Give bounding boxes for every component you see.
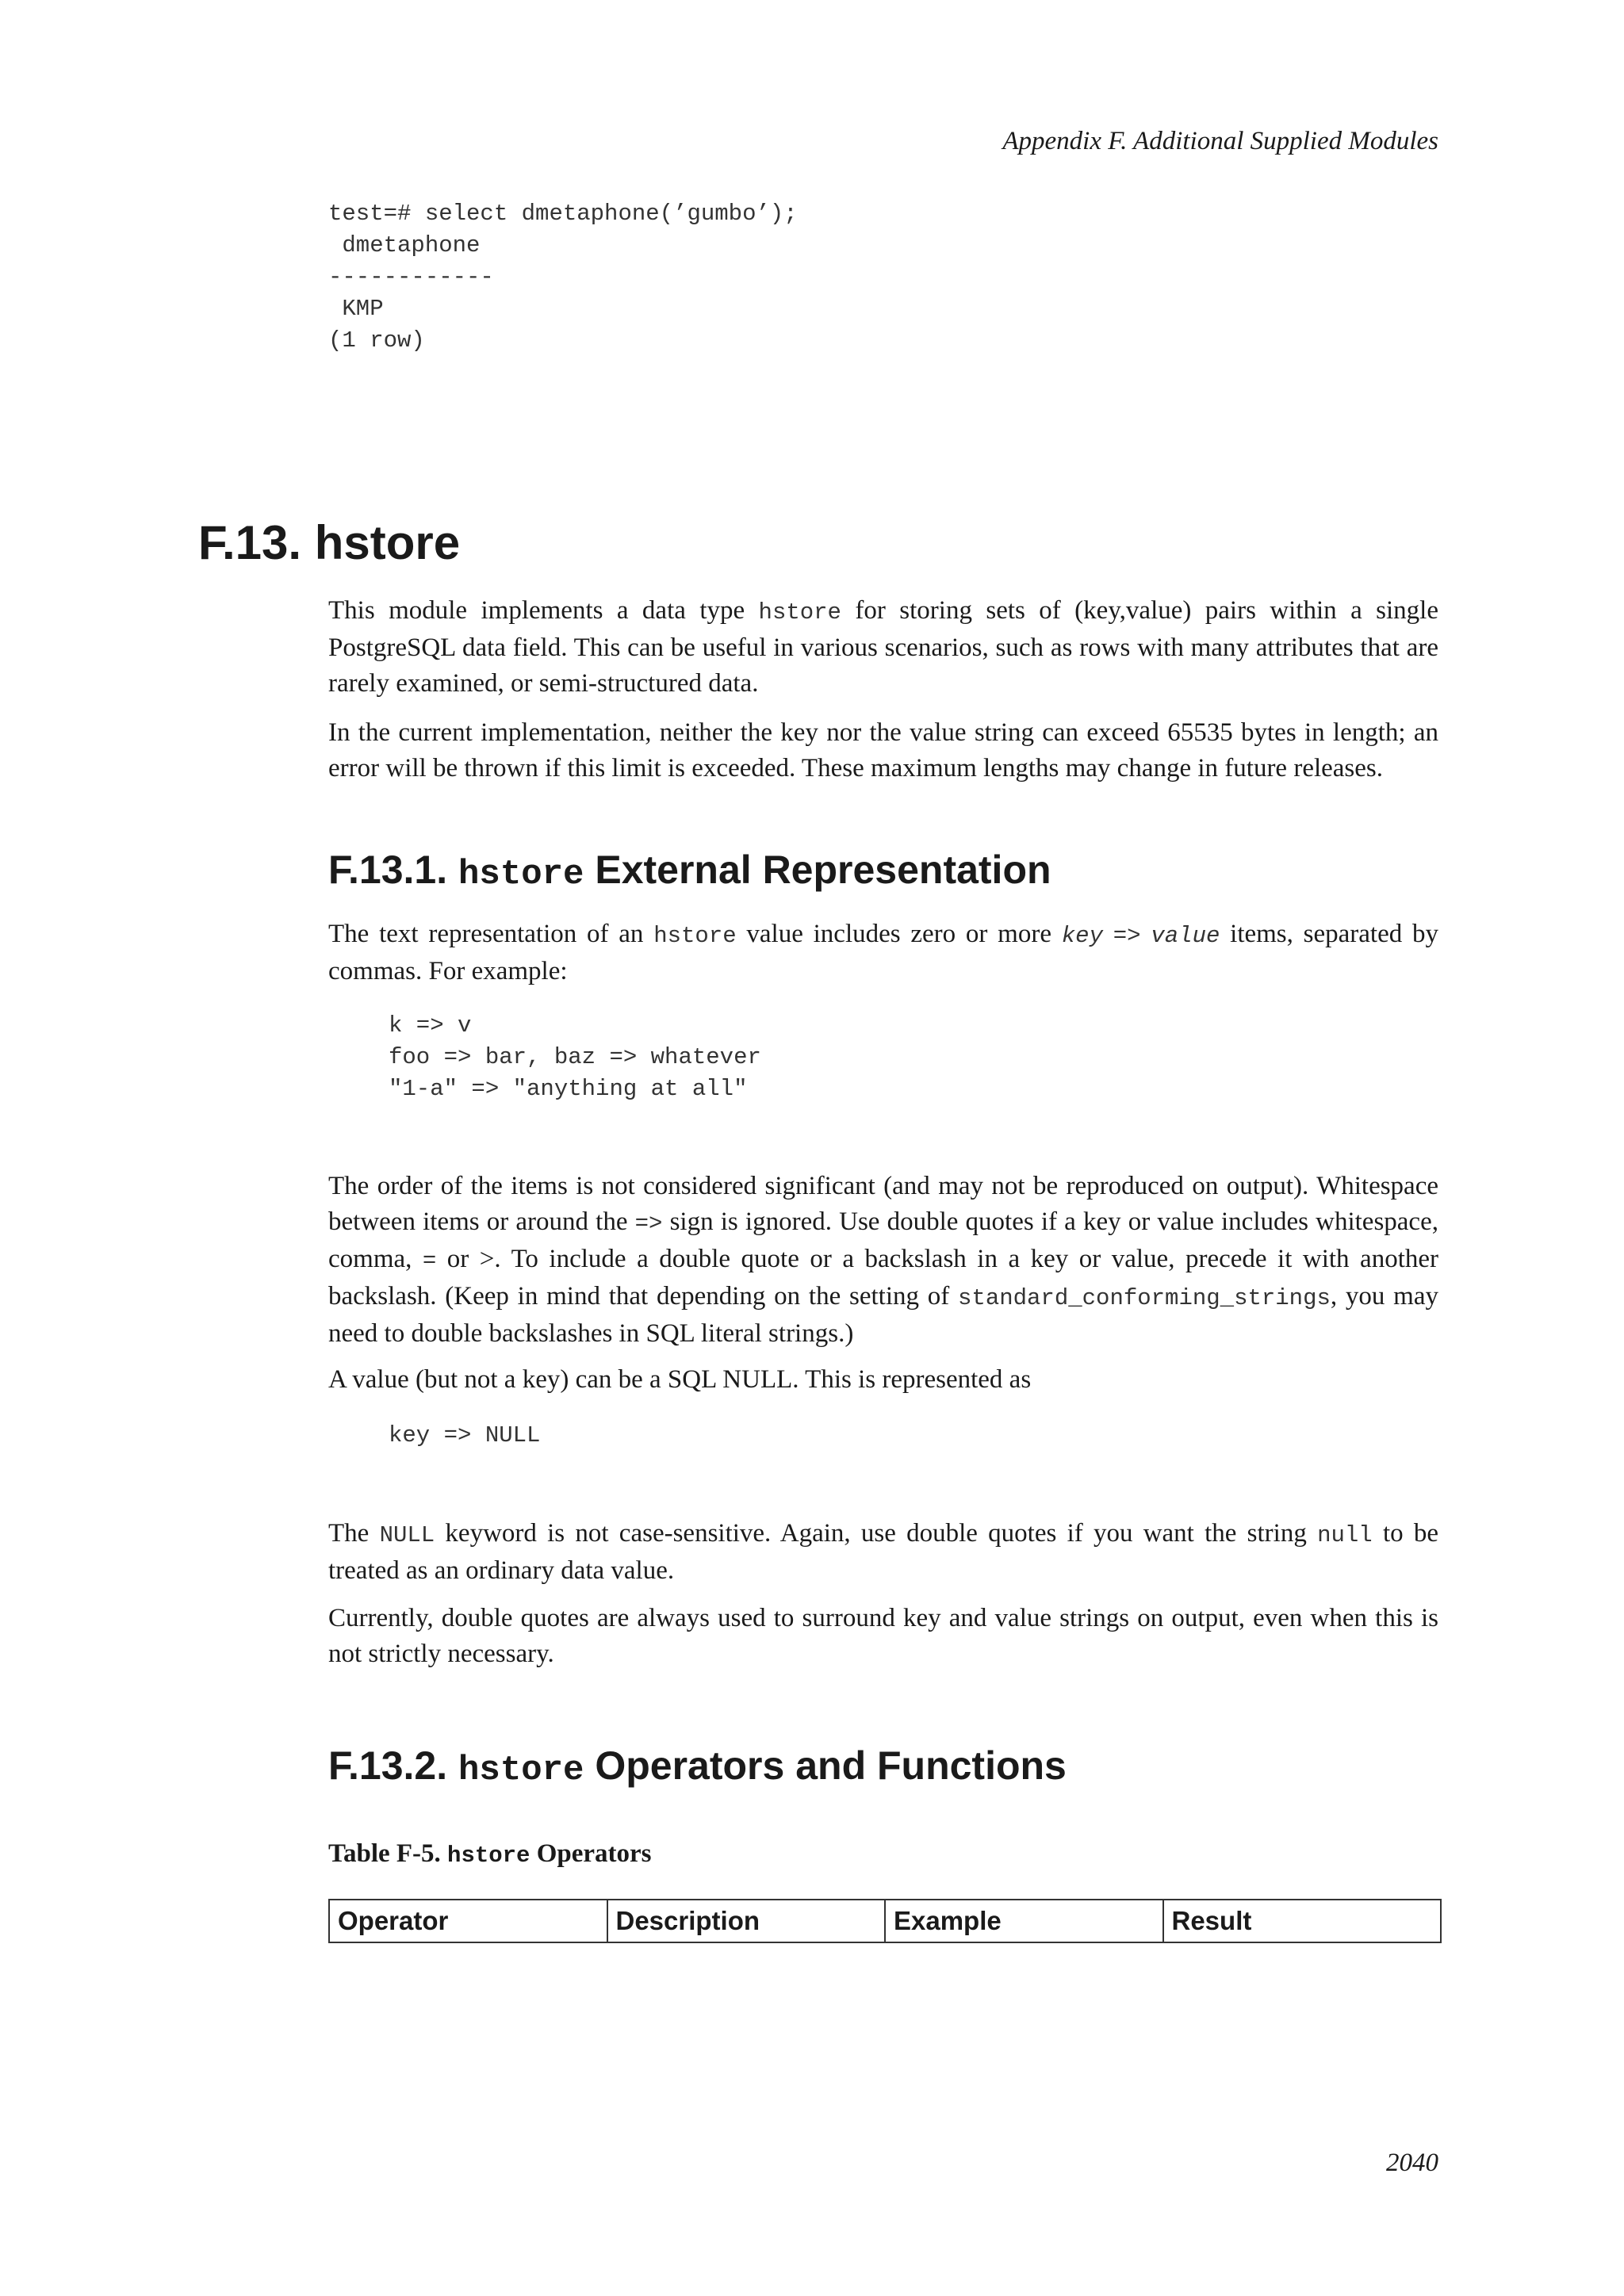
- subsection-title-operators-functions: [328, 1743, 1067, 1790]
- column-header-operator: Operator: [329, 1900, 607, 1942]
- code-line: (1 row): [328, 327, 425, 354]
- table-title: [328, 1839, 652, 1869]
- text-run: value includes zero or more: [736, 920, 1062, 948]
- subsection-number: F.13.2.: [328, 1743, 448, 1788]
- table-header-row: [329, 1900, 1441, 1942]
- column-header-description: Description: [607, 1900, 886, 1942]
- text-run: items, separated by commas. For example:: [328, 920, 1439, 985]
- null-keyword-paragraph: [328, 1516, 1438, 1589]
- text-run: This module implements a data type: [328, 596, 759, 625]
- code-line: key => NULL: [389, 1422, 541, 1448]
- external-representation-paragraph: [328, 916, 1438, 989]
- inline-code-arrow: =>: [634, 1211, 663, 1237]
- text-run: The: [328, 1519, 380, 1548]
- page-number: 2040: [1386, 2149, 1438, 2177]
- inline-code-value: value: [1151, 923, 1220, 949]
- item-order-paragraph: [328, 1169, 1438, 1352]
- code-line: KMP: [328, 296, 384, 322]
- inline-code: NULL: [379, 1522, 435, 1548]
- inline-code: hstore: [458, 1751, 584, 1790]
- running-header: Appendix F. Additional Supplied Modules: [1002, 127, 1438, 155]
- table-title-suffix: Operators: [530, 1839, 652, 1868]
- text-run: to be treated as an ordinary data value.: [328, 1519, 1439, 1585]
- inline-code-key: key: [1061, 923, 1103, 949]
- code-line: dmetaphone: [328, 232, 481, 258]
- section-title: F.13. hstore: [198, 516, 461, 569]
- subsection-number: F.13.1.: [328, 848, 448, 892]
- code-line: test=# select dmetaphone(’gumbo’);: [328, 201, 798, 227]
- column-header-result: Result: [1163, 1900, 1442, 1942]
- inline-code: hstore: [458, 855, 584, 894]
- column-header-example: Example: [885, 1900, 1163, 1942]
- inline-code: hstore: [447, 1843, 530, 1869]
- null-example-code-block: [389, 1420, 540, 1452]
- table-title-prefix: Table F-5.: [328, 1839, 448, 1868]
- intro-paragraph-1: [328, 593, 1438, 702]
- inline-code: null: [1317, 1522, 1373, 1548]
- subsection-text: Operators and Functions: [595, 1743, 1067, 1788]
- inline-code: standard_conforming_strings: [958, 1285, 1331, 1311]
- text-run: The order of the items is not considered significant (and may not be reproduced on output). Whitespace between items or around the: [328, 1172, 1438, 1236]
- code-line: "1-a" => "anything at all": [389, 1076, 748, 1102]
- inline-code: =: [422, 1248, 437, 1274]
- dmetaphone-code-block: [328, 198, 798, 357]
- inline-code: hstore: [653, 923, 737, 949]
- subsection-text: External Representation: [595, 848, 1051, 892]
- text-run: The text representation of an: [328, 920, 654, 948]
- text-run: for storing sets of (key,value) pairs within a single PostgreSQL data field. This can be useful in various scenarios, such as rows with many attributes that are rarely examined, or semi-structured data.: [328, 596, 1438, 698]
- text-run: . To include a double quote or a backslash in a key or value, precede it with another backslash. (Keep in mind that depending on the setting of: [328, 1245, 1438, 1311]
- code-line: ------------: [328, 264, 494, 290]
- hstore-example-code-block: [389, 1010, 761, 1105]
- text-run: >: [479, 1245, 495, 1273]
- null-value-paragraph: A value (but not a key) can be a SQL NULL. This is represented as: [328, 1365, 1032, 1394]
- text-run: , you may need to double backslashes in SQL literal strings.): [328, 1282, 1438, 1348]
- inline-code: hstore: [758, 599, 841, 626]
- inline-code-arrow: =>: [1113, 923, 1141, 949]
- text-run: keyword is not case-sensitive. Again, use double quotes if you want the string: [435, 1519, 1318, 1548]
- double-quotes-paragraph: Currently, double quotes are always used to surround key and value strings on output, even when this is not strictly necessary.: [328, 1604, 1438, 1668]
- intro-paragraph-2: In the current implementation, neither the key nor the value string can exceed 65535 bytes in length; an error will be thrown if this limit is exceeded. These maximum lengths may change in future releases.: [328, 718, 1438, 783]
- text-run: sign is ignored. Use double quotes if a key or value includes whitespace, comma,: [328, 1207, 1438, 1273]
- subsection-title-external-representation: [328, 847, 1051, 894]
- hstore-operators-table: [328, 1899, 1442, 1943]
- code-line: k => v: [389, 1012, 472, 1039]
- text-run: or: [436, 1245, 480, 1273]
- code-line: foo => bar, baz => whatever: [389, 1044, 761, 1070]
